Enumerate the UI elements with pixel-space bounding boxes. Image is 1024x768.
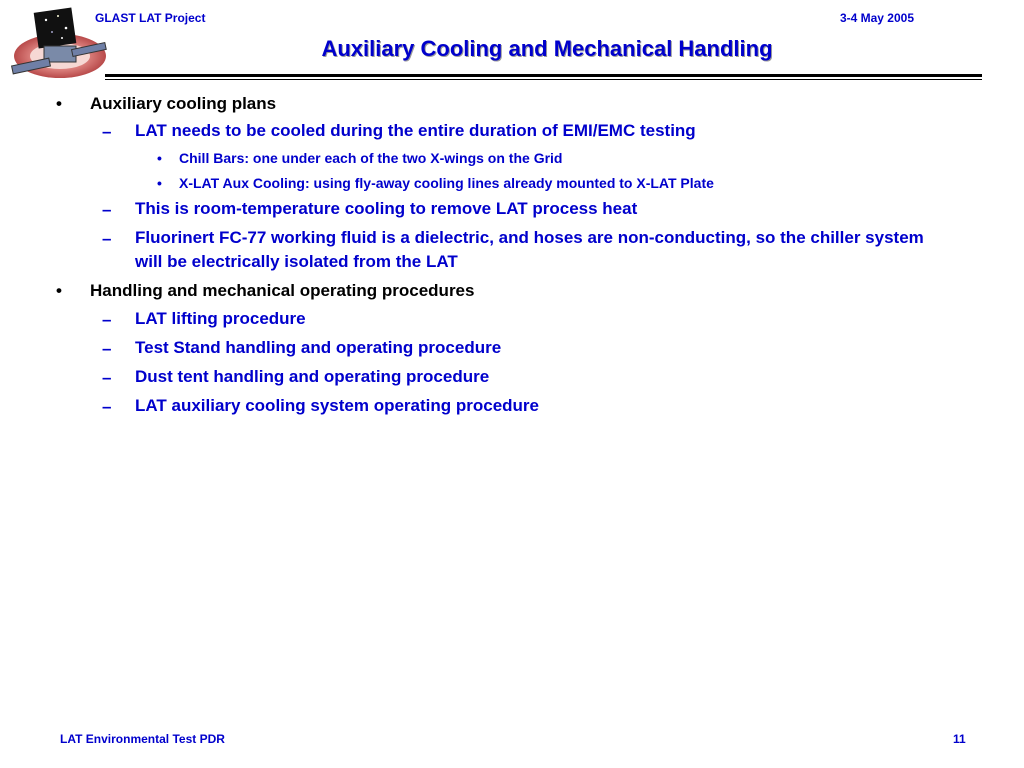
sub-bullet-fluorinert: Fluorinert FC-77 working fluid is a dielectric, and hoses are non-conducting, so the chiller system will be electrically isolated from the LAT xyxy=(135,228,924,271)
sub-bullet-aux-cooling-procedure: LAT auxiliary cooling system operating procedure xyxy=(135,396,539,415)
title-divider-thick xyxy=(105,74,982,77)
sub-bullet-dust-tent: Dust tent handling and operating procedure xyxy=(135,367,490,386)
title-divider-thin xyxy=(105,79,982,80)
dash-marker: – xyxy=(102,200,112,219)
sub-bullet-lat-cooled: LAT needs to be cooled during the entire duration of EMI/EMC testing xyxy=(135,121,696,140)
bullet-marker-small: • xyxy=(157,175,162,191)
page-number: 11 xyxy=(953,732,966,746)
sub-bullet-lifting: LAT lifting procedure xyxy=(135,309,306,328)
slide-title: Auxiliary Cooling and Mechanical Handling xyxy=(321,36,773,61)
dash-marker: – xyxy=(102,339,112,358)
sub-bullet-test-stand: Test Stand handling and operating procedure xyxy=(135,338,502,357)
bullet-auxiliary-cooling-plans: Auxiliary cooling plans xyxy=(90,94,277,113)
bullet-marker: • xyxy=(56,94,62,113)
bullet-marker-small: • xyxy=(157,150,162,166)
sub-bullet-room-temperature: This is room-temperature cooling to remove LAT process heat xyxy=(135,199,638,218)
sub-sub-bullet-xlat-aux-cooling: X-LAT Aux Cooling: using fly-away cooling lines already mounted to X-LAT Plate xyxy=(179,175,714,191)
dash-marker: – xyxy=(102,397,112,416)
dash-marker: – xyxy=(102,368,112,387)
bullet-marker: • xyxy=(56,281,62,300)
sub-sub-bullet-chill-bars: Chill Bars: one under each of the two X-wings on the Grid xyxy=(179,150,563,166)
footer-title: LAT Environmental Test PDR xyxy=(60,732,225,746)
bullet-handling-procedures: Handling and mechanical operating procedures xyxy=(90,281,475,300)
presentation-date: 3-4 May 2005 xyxy=(839,11,914,25)
dash-marker: – xyxy=(102,310,112,329)
project-name: GLAST LAT Project xyxy=(95,11,206,25)
dash-marker: – xyxy=(102,229,112,248)
dash-marker: – xyxy=(102,122,112,141)
